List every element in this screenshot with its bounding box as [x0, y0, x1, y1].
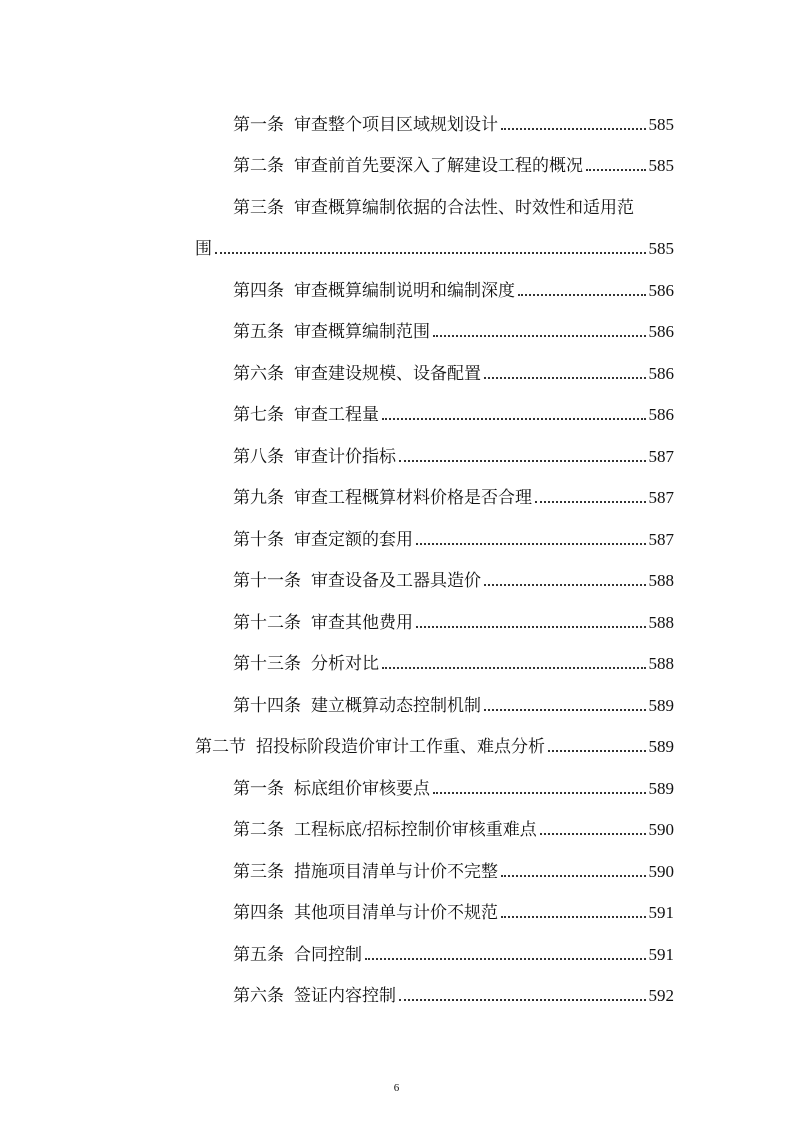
toc-leader-dots	[518, 294, 646, 296]
toc-entry-page: 585	[648, 239, 674, 258]
toc-entry-label	[233, 115, 498, 135]
toc-entry-title: 标底组价审核要点	[294, 778, 430, 798]
toc-entry-title: 审查前首先要深入了解建设工程的概况	[294, 156, 583, 175]
toc-entry[interactable]	[195, 218, 674, 260]
toc-entry-number: 第一条	[233, 778, 284, 798]
toc-entry-number: 第九条	[233, 488, 284, 507]
toc-entry-title: 审查建设规模、设备配置	[294, 363, 481, 383]
toc-entry-title: 建立概算动态控制机制	[311, 695, 481, 715]
toc-entry-label	[233, 198, 634, 218]
toc-entry-page: 588	[648, 612, 674, 632]
toc-entry-number: 第六条	[233, 363, 284, 383]
toc-leader-dots	[215, 252, 646, 254]
toc-entry[interactable]	[195, 135, 674, 177]
toc-entry-number: 第十三条	[233, 654, 301, 673]
toc-entry-page: 585	[648, 156, 674, 175]
toc-entry-number: 第二条	[233, 820, 284, 839]
toc-entry-label	[233, 820, 537, 840]
toc-entry-label	[233, 530, 413, 550]
toc-entry-title: 审查定额的套用	[294, 529, 413, 549]
toc-entry[interactable]	[195, 425, 674, 467]
toc-leader-dots	[501, 128, 646, 130]
toc-entry[interactable]	[195, 176, 674, 218]
toc-entry-page: 586	[648, 363, 674, 383]
toc-entry-number: 第四条	[233, 280, 284, 300]
toc-entry[interactable]	[195, 508, 674, 550]
toc-entry-page: 591	[648, 944, 674, 964]
toc-leader-dots	[382, 418, 646, 420]
toc-leader-dots	[416, 626, 646, 628]
toc-entry-title: 审查工程量	[294, 405, 379, 424]
toc-entry-label	[233, 322, 430, 342]
toc-entry-label	[233, 696, 481, 716]
toc-entry-number: 第三条	[233, 861, 284, 881]
toc-entry-label	[233, 903, 498, 923]
toc-leader-dots	[501, 875, 646, 877]
toc-entry-title: 其他项目清单与计价不规范	[294, 903, 498, 922]
toc-entry[interactable]	[195, 882, 674, 924]
toc-entry-number: 第二节	[195, 737, 246, 756]
toc-entry-number: 第十二条	[233, 612, 301, 632]
toc-entry-title: 措施项目清单与计价不完整	[294, 861, 498, 881]
toc-leader-dots	[399, 999, 646, 1001]
toc-entry-number: 第十条	[233, 529, 284, 549]
toc-entry-page: 587	[648, 488, 674, 507]
toc-entry-number: 第一条	[233, 114, 284, 134]
toc-entry-number: 第二条	[233, 156, 284, 175]
toc-entry[interactable]	[195, 301, 674, 343]
toc-entry-page: 586	[648, 405, 674, 424]
toc-entry[interactable]	[195, 965, 674, 1007]
toc-leader-dots	[501, 916, 646, 918]
toc-entry-page: 588	[648, 571, 674, 590]
toc-entry[interactable]	[195, 633, 674, 675]
toc-entry[interactable]	[195, 840, 674, 882]
toc-entry-number: 第三条	[233, 197, 284, 217]
toc-entry-page: 589	[648, 778, 674, 798]
toc-entry-page: 591	[648, 903, 674, 922]
toc-entry-number: 第四条	[233, 903, 284, 922]
toc-entry[interactable]	[195, 342, 674, 384]
toc-entry-title: 审查概算编制依据的合法性、时效性和适用范	[294, 197, 634, 217]
toc-entry-title: 审查其他费用	[311, 612, 413, 632]
toc-entry-label	[233, 945, 362, 965]
toc-entry-title: 招投标阶段造价审计工作重、难点分析	[256, 737, 545, 756]
toc-entry-label	[233, 447, 396, 467]
toc-entry-label	[233, 779, 430, 799]
toc-entry[interactable]	[195, 923, 674, 965]
toc-entry-page: 592	[648, 986, 674, 1005]
toc-leader-dots	[399, 460, 646, 462]
toc-entry-title: 工程标底/招标控制价审核重难点	[294, 820, 537, 839]
toc-entry-page: 588	[648, 654, 674, 673]
page-number: 6	[393, 1082, 400, 1094]
toc-entry-label	[195, 239, 212, 259]
toc-entry[interactable]	[195, 799, 674, 841]
toc-entry-title: 审查计价指标	[294, 446, 396, 466]
toc-entry-label	[233, 571, 481, 591]
toc-entry-title: 围	[195, 239, 212, 258]
toc-entry[interactable]	[195, 591, 674, 633]
toc-leader-dots	[365, 958, 646, 960]
toc-entry-title: 签证内容控制	[294, 986, 396, 1005]
toc-entry-number: 第七条	[233, 405, 284, 424]
toc-entry-title: 审查工程概算材料价格是否合理	[294, 488, 532, 507]
toc-entry-title: 审查概算编制说明和编制深度	[294, 280, 515, 300]
toc-entry-label	[233, 405, 379, 425]
toc-entry[interactable]	[195, 716, 674, 758]
toc-leader-dots	[484, 377, 646, 379]
toc-entry-label	[233, 654, 379, 674]
toc-entry-title: 审查设备及工器具造价	[311, 571, 481, 590]
toc-entry[interactable]	[195, 93, 674, 135]
toc-entry-number: 第十一条	[233, 571, 301, 590]
toc-entry-page: 589	[648, 737, 674, 756]
toc-entry-label	[233, 156, 583, 176]
toc-entry-label	[233, 281, 515, 301]
toc-entry-label	[195, 737, 545, 757]
toc-entry[interactable]	[195, 259, 674, 301]
toc-entry-page: 590	[648, 861, 674, 881]
toc-leader-dots	[586, 169, 646, 171]
toc-entry[interactable]	[195, 467, 674, 509]
toc-entry-number: 第五条	[233, 322, 284, 341]
toc-leader-dots	[416, 543, 646, 545]
table-of-contents	[195, 93, 674, 1006]
toc-entry-label	[233, 862, 498, 882]
toc-entry-number: 第六条	[233, 986, 284, 1005]
toc-leader-dots	[535, 501, 646, 503]
toc-entry-title: 审查概算编制范围	[294, 322, 430, 341]
toc-entry-number: 第五条	[233, 944, 284, 964]
toc-leader-dots	[433, 792, 646, 794]
toc-entry-label	[233, 364, 481, 384]
toc-entry[interactable]	[195, 550, 674, 592]
toc-entry-page: 587	[648, 529, 674, 549]
toc-entry-label	[233, 488, 532, 508]
toc-entry-title: 合同控制	[294, 944, 362, 964]
toc-entry[interactable]	[195, 757, 674, 799]
toc-entry-number: 第八条	[233, 446, 284, 466]
toc-leader-dots	[540, 833, 646, 835]
toc-entry[interactable]	[195, 674, 674, 716]
toc-leader-dots	[382, 667, 646, 669]
toc-leader-dots	[433, 335, 646, 337]
toc-leader-dots	[484, 584, 646, 586]
toc-entry-page: 589	[648, 695, 674, 715]
toc-leader-dots	[548, 750, 646, 752]
toc-entry-page: 587	[648, 446, 674, 466]
toc-entry-title: 审查整个项目区域规划设计	[294, 114, 498, 134]
toc-entry-page: 586	[648, 322, 674, 341]
toc-entry-number: 第十四条	[233, 695, 301, 715]
toc-entry-page: 585	[648, 114, 674, 134]
toc-entry-label	[233, 613, 413, 633]
toc-entry-title: 分析对比	[311, 654, 379, 673]
toc-entry-page: 586	[648, 280, 674, 300]
toc-entry-page: 590	[648, 820, 674, 839]
toc-leader-dots	[484, 709, 646, 711]
toc-entry[interactable]	[195, 384, 674, 426]
toc-entry-label	[233, 986, 396, 1006]
